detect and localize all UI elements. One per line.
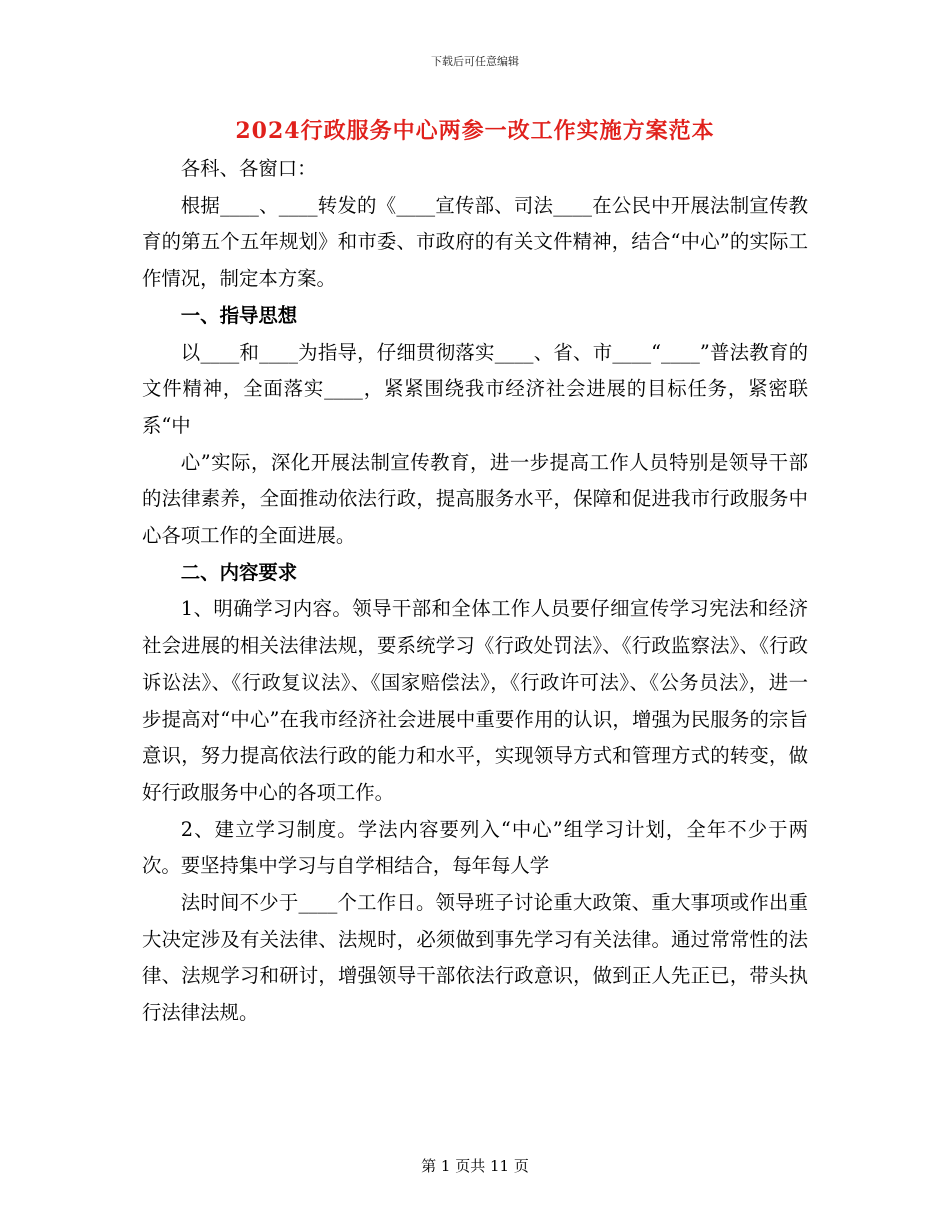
requirement-item-1: 1、明确学习内容。领导干部和全体工作人员要仔细宣传学习宪法和经济社会进展的相关法律法规，要系统学习《行政处罚法》、《行政监察法》、《行政诉讼法》、《行政复议法》、《国家赔偿法》，《行政许可法》、《公务员法》，进一步提高对“中心”在我市经济社会进展中重要作用的认识，增强为民服务的宗旨意识，努力提高依法行政的能力和水平，实现领导方式和管理方式的转变，做好行政服务中心的各项工作。 (142, 597, 808, 804)
header-note: 下载后可任意编辑 (431, 55, 519, 68)
page-footer: 第 1 页共 11 页 (421, 1157, 529, 1175)
document-body (142, 151, 808, 1032)
document-title: 2024行政服务中心两参一改工作实施方案范本 (235, 118, 715, 144)
guiding-ideology-paragraph-1: 以____和____为指导，仔细贯彻落实____、省、市____“____”普法教育的文件精神，全面落实____，紧紧围绕我市经济社会进展的目标任务，紧密联系“中 (142, 340, 808, 437)
intro-paragraph: 根据____、____转发的《____宣传部、司法____在公民中开展法制宣传教育的第五个五年规划》和市委、市政府的有关文件精神，结合“中心”的实际工作情况，制定本方案。 (142, 193, 808, 291)
guiding-ideology-paragraph-2: 心”实际，深化开展法制宣传教育，进一步提高工作人员特别是领导干部的法律素养，全面推动依法行政，提高服务水平，保障和促进我市行政服务中心各项工作的全面进展。 (142, 450, 808, 548)
requirement-item-2-part-2: 法时间不少于____个工作日。领导班子讨论重大政策、重大事项或作出重大决定涉及有关法律、法规时，必须做到事先学习有关法律。通过常常性的法律、法规学习和研讨，增强领导干部依法行政意识，做到正人先正已，带头执行法律法规。 (142, 891, 808, 1025)
greeting: 各科、各窗口： (180, 157, 317, 180)
section-heading-guiding-ideology: 一、指导思想 (180, 303, 298, 327)
requirement-item-2-part-1: 2、建立学习制度。学法内容要列入“中心”组学习计划，全年不少于两次。要坚持集中学习与自学相结合，每年每人学 (142, 817, 808, 878)
section-heading-content-requirements: 二、内容要求 (180, 560, 298, 584)
